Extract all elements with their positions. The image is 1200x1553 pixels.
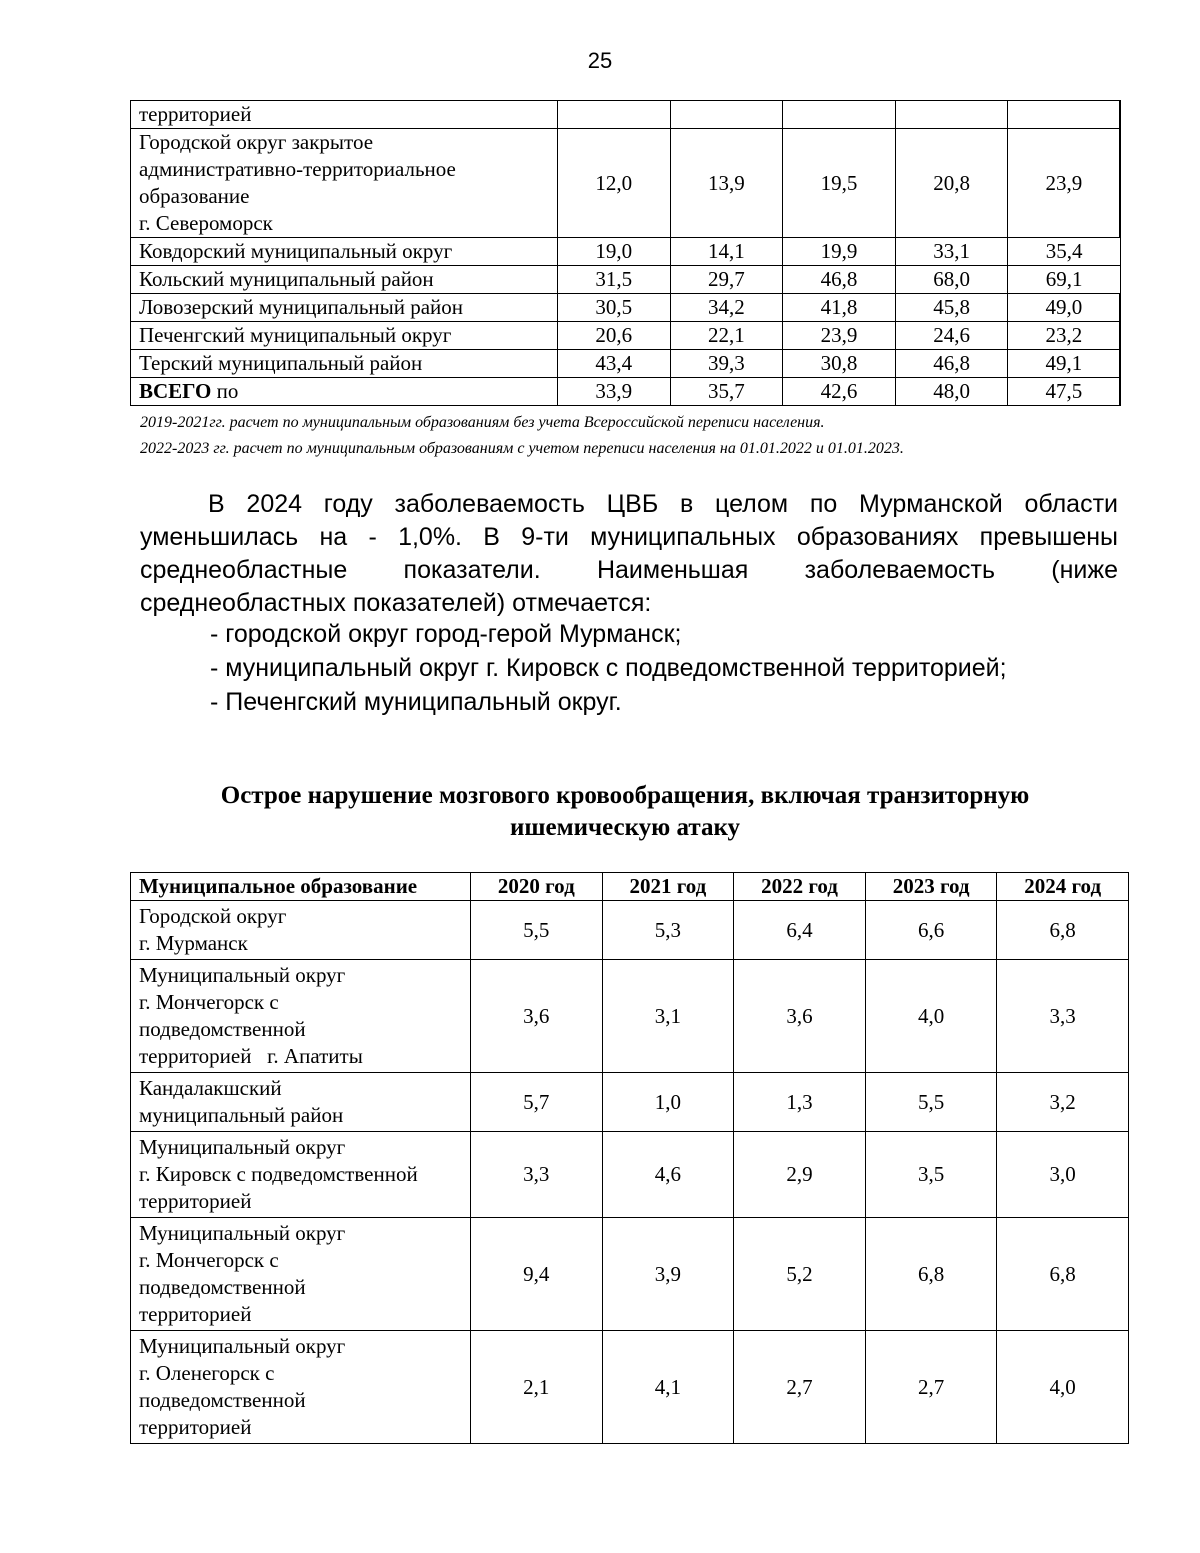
value-cell: 2,9 bbox=[734, 1132, 866, 1218]
table-cell bbox=[1008, 101, 1121, 129]
value-cell: 23,9 bbox=[1008, 129, 1121, 238]
value-cell: 31,5 bbox=[558, 266, 671, 294]
row-label-line: г. Кировск с подведомственной bbox=[139, 1162, 418, 1186]
row-label: Ковдорский муниципальный округ bbox=[131, 238, 558, 266]
value-cell: 12,0 bbox=[558, 129, 671, 238]
row-label-line: образование bbox=[139, 184, 250, 208]
row-label-line: г. Мончегорск с bbox=[139, 1248, 279, 1272]
row-label-line: территорией bbox=[139, 1302, 252, 1326]
value-cell: 43,4 bbox=[558, 350, 671, 378]
list-item: - Печенгский муниципальный округ. bbox=[210, 688, 622, 716]
row-label: Ловозерский муниципальный район bbox=[131, 294, 558, 322]
value-cell: 20,8 bbox=[895, 129, 1008, 238]
value-cell: 3,6 bbox=[734, 960, 866, 1073]
column-header: 2023 год bbox=[865, 873, 997, 901]
row-label bbox=[131, 960, 471, 1073]
value-cell: 39,3 bbox=[670, 350, 783, 378]
table-row bbox=[131, 901, 1129, 960]
value-cell: 3,5 bbox=[865, 1132, 997, 1218]
value-cell: 35,7 bbox=[670, 378, 783, 406]
value-cell: 3,1 bbox=[602, 960, 734, 1073]
value-cell: 48,0 bbox=[895, 378, 1008, 406]
value-cell: 4,1 bbox=[602, 1331, 734, 1444]
table-footnote: 2022-2023 гг. расчет по муниципальным образованиям с учетом переписи населения на 01.01.2022 и 01.01.2023. bbox=[140, 440, 904, 457]
row-label-line: подведомственной bbox=[139, 1388, 306, 1412]
table-cell bbox=[895, 101, 1008, 129]
table-cell bbox=[558, 101, 671, 129]
table-row bbox=[131, 960, 1129, 1073]
value-cell: 6,8 bbox=[865, 1218, 997, 1331]
table-cell bbox=[670, 101, 783, 129]
value-cell: 14,1 bbox=[670, 238, 783, 266]
row-label-line: Муниципальный округ bbox=[139, 963, 346, 987]
value-cell: 6,8 bbox=[997, 1218, 1129, 1331]
total-label-rest: по bbox=[211, 379, 239, 403]
row-label: Кольский муниципальный район bbox=[131, 266, 558, 294]
value-cell: 3,9 bbox=[602, 1218, 734, 1331]
row-label-line: г. Оленегорск с bbox=[139, 1361, 275, 1385]
table-row bbox=[131, 129, 1121, 238]
value-cell: 24,6 bbox=[895, 322, 1008, 350]
value-cell: 6,4 bbox=[734, 901, 866, 960]
row-label-line: г. Североморск bbox=[139, 211, 273, 235]
value-cell: 3,3 bbox=[997, 960, 1129, 1073]
value-cell: 13,9 bbox=[670, 129, 783, 238]
row-label bbox=[131, 1132, 471, 1218]
value-cell: 47,5 bbox=[1008, 378, 1121, 406]
table-row bbox=[131, 1132, 1129, 1218]
value-cell: 4,6 bbox=[602, 1132, 734, 1218]
value-cell: 46,8 bbox=[783, 266, 896, 294]
value-cell: 29,7 bbox=[670, 266, 783, 294]
column-header: Муниципальное образование bbox=[131, 873, 471, 901]
value-cell: 33,9 bbox=[558, 378, 671, 406]
table-row bbox=[131, 1073, 1129, 1132]
table-row bbox=[131, 266, 1121, 294]
value-cell: 5,7 bbox=[471, 1073, 603, 1132]
value-cell: 34,2 bbox=[670, 294, 783, 322]
section-title bbox=[130, 780, 1120, 844]
value-cell: 46,8 bbox=[895, 350, 1008, 378]
value-cell: 3,6 bbox=[471, 960, 603, 1073]
value-cell: 35,4 bbox=[1008, 238, 1121, 266]
value-cell: 23,9 bbox=[783, 322, 896, 350]
value-cell: 30,8 bbox=[783, 350, 896, 378]
row-label-line: Городской округ bbox=[139, 904, 287, 928]
table-row bbox=[131, 350, 1121, 378]
value-cell: 9,4 bbox=[471, 1218, 603, 1331]
value-cell: 5,5 bbox=[865, 1073, 997, 1132]
table-row bbox=[131, 294, 1121, 322]
list-item: - городской округ город-герой Мурманск; bbox=[210, 620, 682, 648]
value-cell: 45,8 bbox=[895, 294, 1008, 322]
row-label-line: Городской округ закрытое bbox=[139, 130, 374, 154]
total-label bbox=[131, 378, 558, 406]
value-cell: 3,3 bbox=[471, 1132, 603, 1218]
value-cell: 2,1 bbox=[471, 1331, 603, 1444]
value-cell: 30,5 bbox=[558, 294, 671, 322]
column-header: 2024 год bbox=[997, 873, 1129, 901]
section-title-line: ишемическую атаку bbox=[509, 814, 741, 841]
table-row-continuation bbox=[131, 101, 1121, 129]
incidence-table-continued bbox=[130, 100, 1121, 406]
table-row bbox=[131, 238, 1121, 266]
table-row bbox=[131, 1331, 1129, 1444]
value-cell: 20,6 bbox=[558, 322, 671, 350]
row-label-line: территорией bbox=[139, 1189, 252, 1213]
value-cell: 6,8 bbox=[997, 901, 1129, 960]
row-label bbox=[131, 1218, 471, 1331]
value-cell: 23,2 bbox=[1008, 322, 1121, 350]
row-label-line: территорией г. Апатиты bbox=[139, 1044, 363, 1068]
row-label-line: административно-территориальное bbox=[139, 157, 456, 181]
value-cell: 49,1 bbox=[1008, 350, 1121, 378]
value-cell: 69,1 bbox=[1008, 266, 1121, 294]
column-header: 2021 год bbox=[602, 873, 734, 901]
value-cell: 68,0 bbox=[895, 266, 1008, 294]
row-label-line: муниципальный район bbox=[139, 1103, 344, 1127]
value-cell: 4,0 bbox=[865, 960, 997, 1073]
row-label bbox=[131, 901, 471, 960]
section-title-line: Острое нарушение мозгового кровообращения, включая транзиторную bbox=[220, 782, 1030, 809]
row-label-line: Муниципальный округ bbox=[139, 1135, 346, 1159]
row-label: Печенгский муниципальный округ bbox=[131, 322, 558, 350]
row-label-line: Кандалакшский bbox=[139, 1076, 282, 1100]
row-label bbox=[131, 129, 558, 238]
value-cell: 49,0 bbox=[1008, 294, 1121, 322]
table-row bbox=[131, 322, 1121, 350]
stroke-incidence-table bbox=[130, 872, 1129, 1444]
value-cell: 5,2 bbox=[734, 1218, 866, 1331]
table-header-row bbox=[131, 873, 1129, 901]
value-cell: 2,7 bbox=[865, 1331, 997, 1444]
value-cell: 19,5 bbox=[783, 129, 896, 238]
row-label bbox=[131, 1073, 471, 1132]
value-cell: 6,6 bbox=[865, 901, 997, 960]
value-cell: 5,5 bbox=[471, 901, 603, 960]
value-cell: 1,3 bbox=[734, 1073, 866, 1132]
value-cell: 3,2 bbox=[997, 1073, 1129, 1132]
row-label-line: Муниципальный округ bbox=[139, 1221, 346, 1245]
row-label-line: г. Мончегорск с bbox=[139, 990, 279, 1014]
row-label-line: подведомственной bbox=[139, 1017, 306, 1041]
value-cell: 19,9 bbox=[783, 238, 896, 266]
table-cell bbox=[783, 101, 896, 129]
list-item: - муниципальный округ г. Кировск с подведомственной территорией; bbox=[210, 654, 1007, 682]
table-footnote: 2019-2021гг. расчет по муниципальным образованиям без учета Всероссийской переписи населения. bbox=[140, 414, 825, 431]
page-number: 25 bbox=[587, 48, 613, 73]
column-header: 2022 год bbox=[734, 873, 866, 901]
table-row bbox=[131, 1218, 1129, 1331]
value-cell: 41,8 bbox=[783, 294, 896, 322]
value-cell: 2,7 bbox=[734, 1331, 866, 1444]
column-header: 2020 год bbox=[471, 873, 603, 901]
value-cell: 1,0 bbox=[602, 1073, 734, 1132]
row-label: территорией bbox=[131, 101, 558, 129]
row-label-line: г. Мурманск bbox=[139, 931, 248, 955]
row-label: Терский муниципальный район bbox=[131, 350, 558, 378]
value-cell: 42,6 bbox=[783, 378, 896, 406]
row-label bbox=[131, 1331, 471, 1444]
row-label-line: Муниципальный округ bbox=[139, 1334, 346, 1358]
row-label-line: территорией bbox=[139, 1415, 252, 1439]
value-cell: 33,1 bbox=[895, 238, 1008, 266]
row-label-line: подведомственной bbox=[139, 1275, 306, 1299]
value-cell: 4,0 bbox=[997, 1331, 1129, 1444]
value-cell: 5,3 bbox=[602, 901, 734, 960]
body-paragraph: В 2024 году заболеваемость ЦВБ в целом по Мурманской области уменьшилась на - 1,0%. В 9-ти муниципальных образованиях превышены среднеобластные показатели. Наименьшая заболеваемость (ниже среднеобластных показателей) отмечается: bbox=[140, 490, 1118, 617]
table-row-total bbox=[131, 378, 1121, 406]
value-cell: 3,0 bbox=[997, 1132, 1129, 1218]
value-cell: 19,0 bbox=[558, 238, 671, 266]
value-cell: 22,1 bbox=[670, 322, 783, 350]
total-label-bold: ВСЕГО bbox=[139, 379, 212, 403]
